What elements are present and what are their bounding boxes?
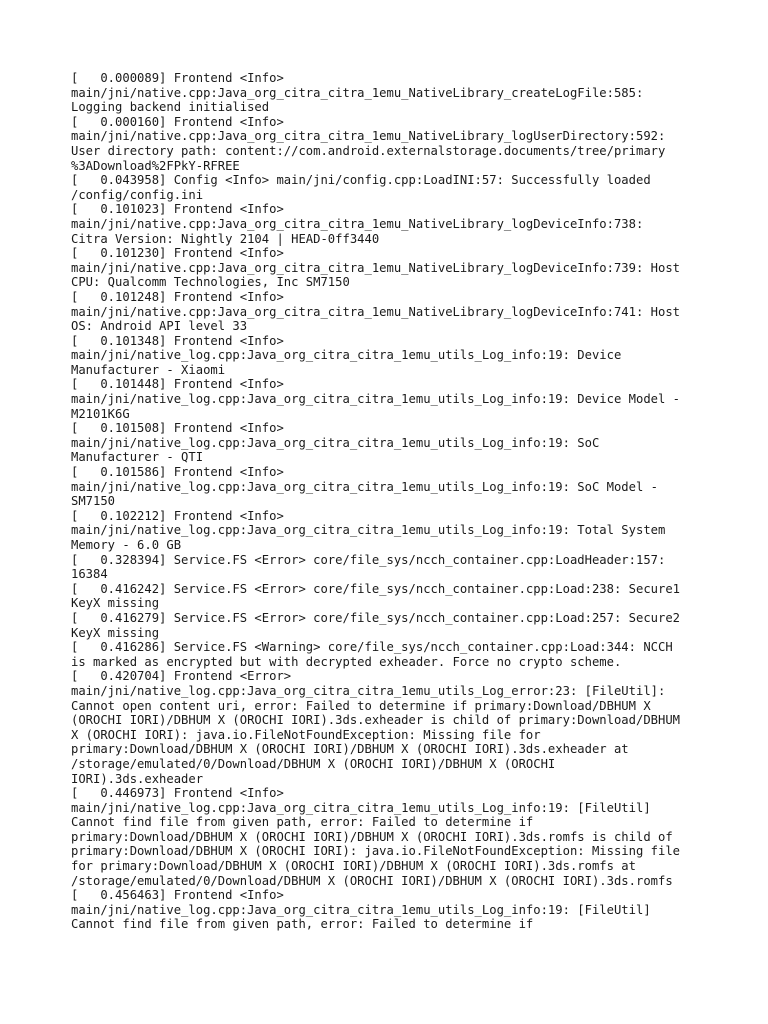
log-line: main/jni/native.cpp:Java_org_citra_citra_1emu_NativeLibrary_createLogFile:585: <box>71 85 644 100</box>
log-line: (OROCHI IORI)/DBHUM X (OROCHI IORI).3ds.exheader is child of primary:Download/DBHUM <box>71 713 681 728</box>
log-line: [ 0.043958] Config <Info> main/jni/config.cpp:LoadINI:57: Successfully loaded <box>71 173 651 188</box>
log-line: Memory - 6.0 GB <box>71 538 182 552</box>
log-line: KeyX missing <box>71 596 160 611</box>
log-line: [ 0.328394] Service.FS <Error> core/file_sys/ncch_container.cpp:LoadHeader:157: <box>71 552 666 567</box>
log-line: primary:Download/DBHUM X (OROCHI IORI): java.io.FileNotFoundException: Missing file <box>71 844 681 859</box>
log-line: [ 0.101508] Frontend <Info> <box>71 421 284 436</box>
log-line: [ 0.446973] Frontend <Info> <box>71 786 284 801</box>
log-line: 16384 <box>71 567 108 582</box>
log-line: Cannot find file from given path, error: Failed to determine if <box>71 815 534 830</box>
log-line: [ 0.101348] Frontend <Info> <box>71 333 284 348</box>
log-line: Cannot open content uri, error: Failed to determine if primary:Download/DBHUM X <box>71 698 651 713</box>
log-line: X (OROCHI IORI): java.io.FileNotFoundException: Missing file for <box>71 727 541 742</box>
log-line: Cannot find file from given path, error: Failed to determine if <box>71 917 534 932</box>
log-line: Logging backend initialised <box>71 100 270 115</box>
log-line: [ 0.101448] Frontend <Info> <box>71 377 284 392</box>
log-line: Citra Version: Nightly 2104 | HEAD-0ff3440 <box>71 231 380 246</box>
log-line: [ 0.101586] Frontend <Info> <box>71 465 284 480</box>
log-line: for primary:Download/DBHUM X (OROCHI IORI)/DBHUM X (OROCHI IORI).3ds.romfs at <box>71 859 636 874</box>
log-line: main/jni/native_log.cpp:Java_org_citra_citra_1emu_utils_Log_info:19: Device Model - <box>71 392 681 407</box>
log-line: primary:Download/DBHUM X (OROCHI IORI)/DBHUM X (OROCHI IORI).3ds.romfs is child of <box>71 829 673 844</box>
log-line: [ 0.101230] Frontend <Info> <box>71 246 284 261</box>
log-line: [ 0.416242] Service.FS <Error> core/file_sys/ncch_container.cpp:Load:238: Secure1 <box>71 581 681 596</box>
log-line: main/jni/native_log.cpp:Java_org_citra_citra_1emu_utils_Log_info:19: [FileUtil] <box>71 800 651 815</box>
log-line: KeyX missing <box>71 625 160 640</box>
log-line: main/jni/native_log.cpp:Java_org_citra_citra_1emu_utils_Log_error:23: [FileUtil]: <box>71 683 666 698</box>
log-line: /storage/emulated/0/Download/DBHUM X (OROCHI IORI)/DBHUM X (OROCHI IORI).3ds.romfs <box>71 873 673 888</box>
log-line: SM7150 <box>71 494 116 509</box>
log-line: main/jni/native_log.cpp:Java_org_citra_citra_1emu_utils_Log_info:19: SoC Model - <box>71 479 658 494</box>
log-line: main/jni/native.cpp:Java_org_citra_citra_1emu_NativeLibrary_logDeviceInfo:739: Host <box>71 260 681 275</box>
log-line: [ 0.102212] Frontend <Info> <box>71 508 284 523</box>
log-line: main/jni/native.cpp:Java_org_citra_citra_1emu_NativeLibrary_logDeviceInfo:741: Host <box>71 304 681 319</box>
log-line: primary:Download/DBHUM X (OROCHI IORI)/DBHUM X (OROCHI IORI).3ds.exheader at <box>71 742 629 757</box>
log-line: M2101K6G <box>71 406 130 421</box>
log-document <box>71 71 711 932</box>
log-line: [ 0.000160] Frontend <Info> <box>71 114 284 129</box>
log-line: %3ADownload%2FPkY-RFREE <box>71 158 240 173</box>
log-line: [ 0.101023] Frontend <Info> <box>71 202 284 217</box>
log-line: CPU: Qualcomm Technologies, Inc SM7150 <box>71 275 350 290</box>
log-line: IORI).3ds.exheader <box>71 771 204 786</box>
log-line: /storage/emulated/0/Download/DBHUM X (OROCHI IORI)/DBHUM X (OROCHI <box>71 756 556 771</box>
log-line: [ 0.420704] Frontend <Error> <box>71 669 292 684</box>
log-line: main/jni/native.cpp:Java_org_citra_citra_1emu_NativeLibrary_logDeviceInfo:738: <box>71 216 644 231</box>
log-line: is marked as encrypted but with decrypted exheader. Force no crypto scheme. <box>71 654 622 669</box>
log-line: main/jni/native.cpp:Java_org_citra_citra_1emu_NativeLibrary_logUserDirectory:592: <box>71 129 666 144</box>
log-line: [ 0.416286] Service.FS <Warning> core/file_sys/ncch_container.cpp:Load:344: NCCH <box>71 640 673 655</box>
log-line: /config/config.ini <box>71 187 204 202</box>
log-line: main/jni/native_log.cpp:Java_org_citra_citra_1emu_utils_Log_info:19: SoC <box>71 435 600 450</box>
log-line: [ 0.416279] Service.FS <Error> core/file_sys/ncch_container.cpp:Load:257: Secure2 <box>71 610 681 625</box>
log-line: main/jni/native_log.cpp:Java_org_citra_citra_1emu_utils_Log_info:19: Total System <box>71 523 666 538</box>
log-line: OS: Android API level 33 <box>71 319 248 334</box>
log-line: Manufacturer - Xiaomi <box>71 362 226 377</box>
log-line: [ 0.101248] Frontend <Info> <box>71 289 284 304</box>
log-line: [ 0.456463] Frontend <Info> <box>71 888 284 903</box>
log-line: Manufacturer - QTI <box>71 450 204 465</box>
log-line: [ 0.000089] Frontend <Info> <box>71 71 284 85</box>
log-line: main/jni/native_log.cpp:Java_org_citra_citra_1emu_utils_Log_info:19: Device <box>71 348 622 363</box>
log-line: main/jni/native_log.cpp:Java_org_citra_citra_1emu_utils_Log_info:19: [FileUtil] <box>71 902 651 917</box>
log-line: User directory path: content://com.android.externalstorage.documents/tree/primary <box>71 143 666 158</box>
